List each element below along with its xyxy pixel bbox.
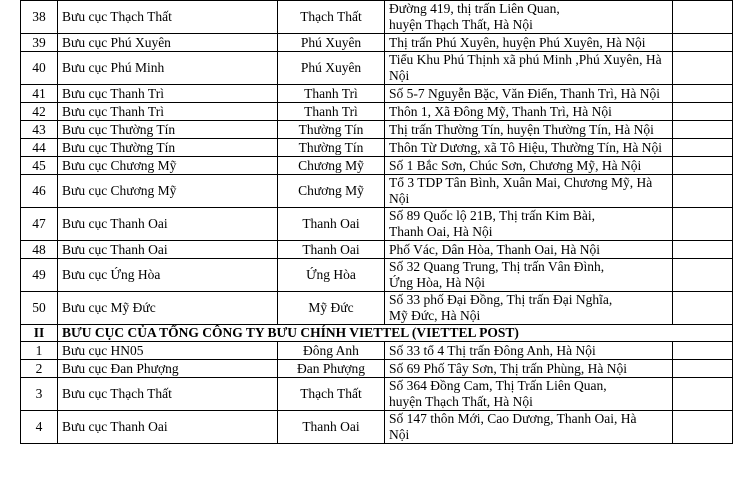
post-office-name: Bưu cục Ứng Hòa (58, 259, 278, 292)
empty-cell (673, 103, 733, 121)
address-line: huyện Thạch Thất, Hà Nội (389, 17, 533, 32)
post-office-name: Bưu cục Thanh Trì (58, 103, 278, 121)
empty-cell (673, 1, 733, 34)
table-row (21, 241, 733, 259)
address (385, 208, 673, 241)
district: Thanh Oai (278, 208, 385, 241)
table-row (21, 292, 733, 325)
empty-cell (673, 175, 733, 208)
address (385, 85, 673, 103)
address-line: Thị trấn Phú Xuyên, huyện Phú Xuyên, Hà Nội (389, 34, 646, 50)
district: Thường Tín (278, 121, 385, 139)
table-row (21, 121, 733, 139)
district: Thạch Thất (278, 1, 385, 34)
post-office-name: Bưu cục Thanh Trì (58, 85, 278, 103)
row-number: 49 (21, 259, 58, 292)
table-row (21, 360, 733, 378)
row-number: 4 (21, 411, 58, 444)
row-number: 45 (21, 157, 58, 175)
post-office-name: Bưu cục Phú Minh (58, 52, 278, 85)
address (385, 411, 673, 444)
section-number: II (21, 325, 58, 342)
address-line: Số 364 Đồng Cam, Thị Trấn Liên Quan, (389, 378, 607, 393)
district: Thanh Oai (278, 241, 385, 259)
district: Thanh Trì (278, 85, 385, 103)
table-row (21, 342, 733, 360)
empty-cell (673, 342, 733, 360)
post-office-name: Bưu cục Thanh Oai (58, 241, 278, 259)
post-office-name: Bưu cục Phú Xuyên (58, 34, 278, 52)
district: Đông Anh (278, 342, 385, 360)
table-row (21, 1, 733, 34)
district: Thanh Trì (278, 103, 385, 121)
post-office-name: Bưu cục Thường Tín (58, 139, 278, 157)
post-office-name: Bưu cục Đan Phượng (58, 360, 278, 378)
address (385, 121, 673, 139)
district: Thường Tín (278, 139, 385, 157)
row-number: 44 (21, 139, 58, 157)
district: Đan Phượng (278, 360, 385, 378)
address-line: Số 5-7 Nguyễn Bặc, Văn Điển, Thanh Trì, Hà Nội (389, 85, 660, 101)
address-line: Số 69 Phố Tây Sơn, Thị trấn Phùng, Hà Nội (389, 360, 628, 376)
address (385, 241, 673, 259)
empty-cell (673, 121, 733, 139)
empty-cell (673, 208, 733, 241)
address-line: Nội (389, 68, 410, 83)
row-number: 47 (21, 208, 58, 241)
row-number: 40 (21, 52, 58, 85)
address-line: Số 147 thôn Mới, Cao Dương, Thanh Oai, Hà (389, 411, 637, 426)
row-number: 42 (21, 103, 58, 121)
row-number: 41 (21, 85, 58, 103)
address-line: Ứng Hòa, Hà Nội (389, 275, 485, 290)
row-number: 1 (21, 342, 58, 360)
address-line: Thôn 1, Xã Đông Mỹ, Thanh Trì, Hà Nội (389, 103, 612, 119)
district: Chương Mỹ (278, 157, 385, 175)
row-number: 50 (21, 292, 58, 325)
table-row (21, 85, 733, 103)
table-body (21, 1, 733, 444)
empty-cell (673, 360, 733, 378)
table-row (21, 52, 733, 85)
address (385, 103, 673, 121)
address (385, 360, 673, 378)
address (385, 139, 673, 157)
row-number: 46 (21, 175, 58, 208)
table-row (21, 259, 733, 292)
post-office-name: Bưu cục Chương Mỹ (58, 157, 278, 175)
post-office-name: Bưu cục Thạch Thất (58, 378, 278, 411)
empty-cell (673, 411, 733, 444)
district: Ứng Hòa (278, 259, 385, 292)
address-line: Số 33 phố Đại Đồng, Thị trấn Đại Nghĩa, (389, 292, 613, 307)
row-number: 3 (21, 378, 58, 411)
district: Thanh Oai (278, 411, 385, 444)
post-office-name: Bưu cục Thanh Oai (58, 411, 278, 444)
empty-cell (673, 85, 733, 103)
post-office-name: Bưu cục Thạch Thất (58, 1, 278, 34)
address (385, 342, 673, 360)
address-line: Tiểu Khu Phú Thịnh xã phú Minh ,Phú Xuyên, Hà (389, 52, 662, 67)
post-office-name: Bưu cục Thường Tín (58, 121, 278, 139)
address (385, 175, 673, 208)
address-line: Phố Vác, Dân Hòa, Thanh Oai, Hà Nội (389, 241, 600, 257)
address-line: Số 33 tổ 4 Thị trấn Đông Anh, Hà Nội (389, 342, 596, 358)
table-row (21, 175, 733, 208)
table-row (21, 139, 733, 157)
address-line: Nội (389, 191, 410, 206)
post-office-name: Bưu cục Chương Mỹ (58, 175, 278, 208)
empty-cell (673, 292, 733, 325)
address (385, 157, 673, 175)
district: Phú Xuyên (278, 34, 385, 52)
address-line: Tổ 3 TDP Tân Bình, Xuân Mai, Chương Mỹ, Hà (389, 175, 653, 190)
address (385, 52, 673, 85)
empty-cell (673, 157, 733, 175)
address-line: Mỹ Đức, Hà Nội (389, 308, 481, 323)
table-row (21, 208, 733, 241)
row-number: 48 (21, 241, 58, 259)
address-line: Thanh Oai, Hà Nội (389, 224, 493, 239)
table-row (21, 378, 733, 411)
district: Thạch Thất (278, 378, 385, 411)
empty-cell (673, 259, 733, 292)
post-office-name: Bưu cục Mỹ Đức (58, 292, 278, 325)
address (385, 378, 673, 411)
district: Phú Xuyên (278, 52, 385, 85)
post-office-name: Bưu cục Thanh Oai (58, 208, 278, 241)
table-row (21, 157, 733, 175)
table-row (21, 103, 733, 121)
address (385, 259, 673, 292)
section-header-row (21, 325, 733, 342)
address (385, 1, 673, 34)
empty-cell (673, 52, 733, 85)
post-office-name: Bưu cục HN05 (58, 342, 278, 360)
address-line: huyện Thạch Thất, Hà Nội (389, 394, 533, 409)
post-office-table (20, 0, 733, 444)
row-number: 43 (21, 121, 58, 139)
address-line: Số 89 Quốc lộ 21B, Thị trấn Kim Bài, (389, 208, 595, 223)
address (385, 292, 673, 325)
address-line: Đường 419, thị trấn Liên Quan, (389, 1, 560, 16)
row-number: 38 (21, 1, 58, 34)
district: Chương Mỹ (278, 175, 385, 208)
address-line: Thôn Từ Dương, xã Tô Hiệu, Thường Tín, Hà Nội (389, 139, 662, 155)
district: Mỹ Đức (278, 292, 385, 325)
empty-cell (673, 378, 733, 411)
row-number: 2 (21, 360, 58, 378)
address-line: Nội (389, 427, 410, 442)
address-line: Thị trấn Thường Tín, huyện Thường Tín, Hà Nội (389, 121, 654, 137)
section-title: BƯU CỤC CỦA TỔNG CÔNG TY BƯU CHÍNH VIETTEL (VIETTEL POST) (58, 325, 733, 342)
address-line: Số 1 Bắc Sơn, Chúc Sơn, Chương Mỹ, Hà Nội (389, 157, 642, 173)
empty-cell (673, 241, 733, 259)
table-row (21, 411, 733, 444)
empty-cell (673, 139, 733, 157)
address-line: Số 32 Quang Trung, Thị trấn Vân Đình, (389, 259, 605, 274)
empty-cell (673, 34, 733, 52)
table-row (21, 34, 733, 52)
address (385, 34, 673, 52)
row-number: 39 (21, 34, 58, 52)
